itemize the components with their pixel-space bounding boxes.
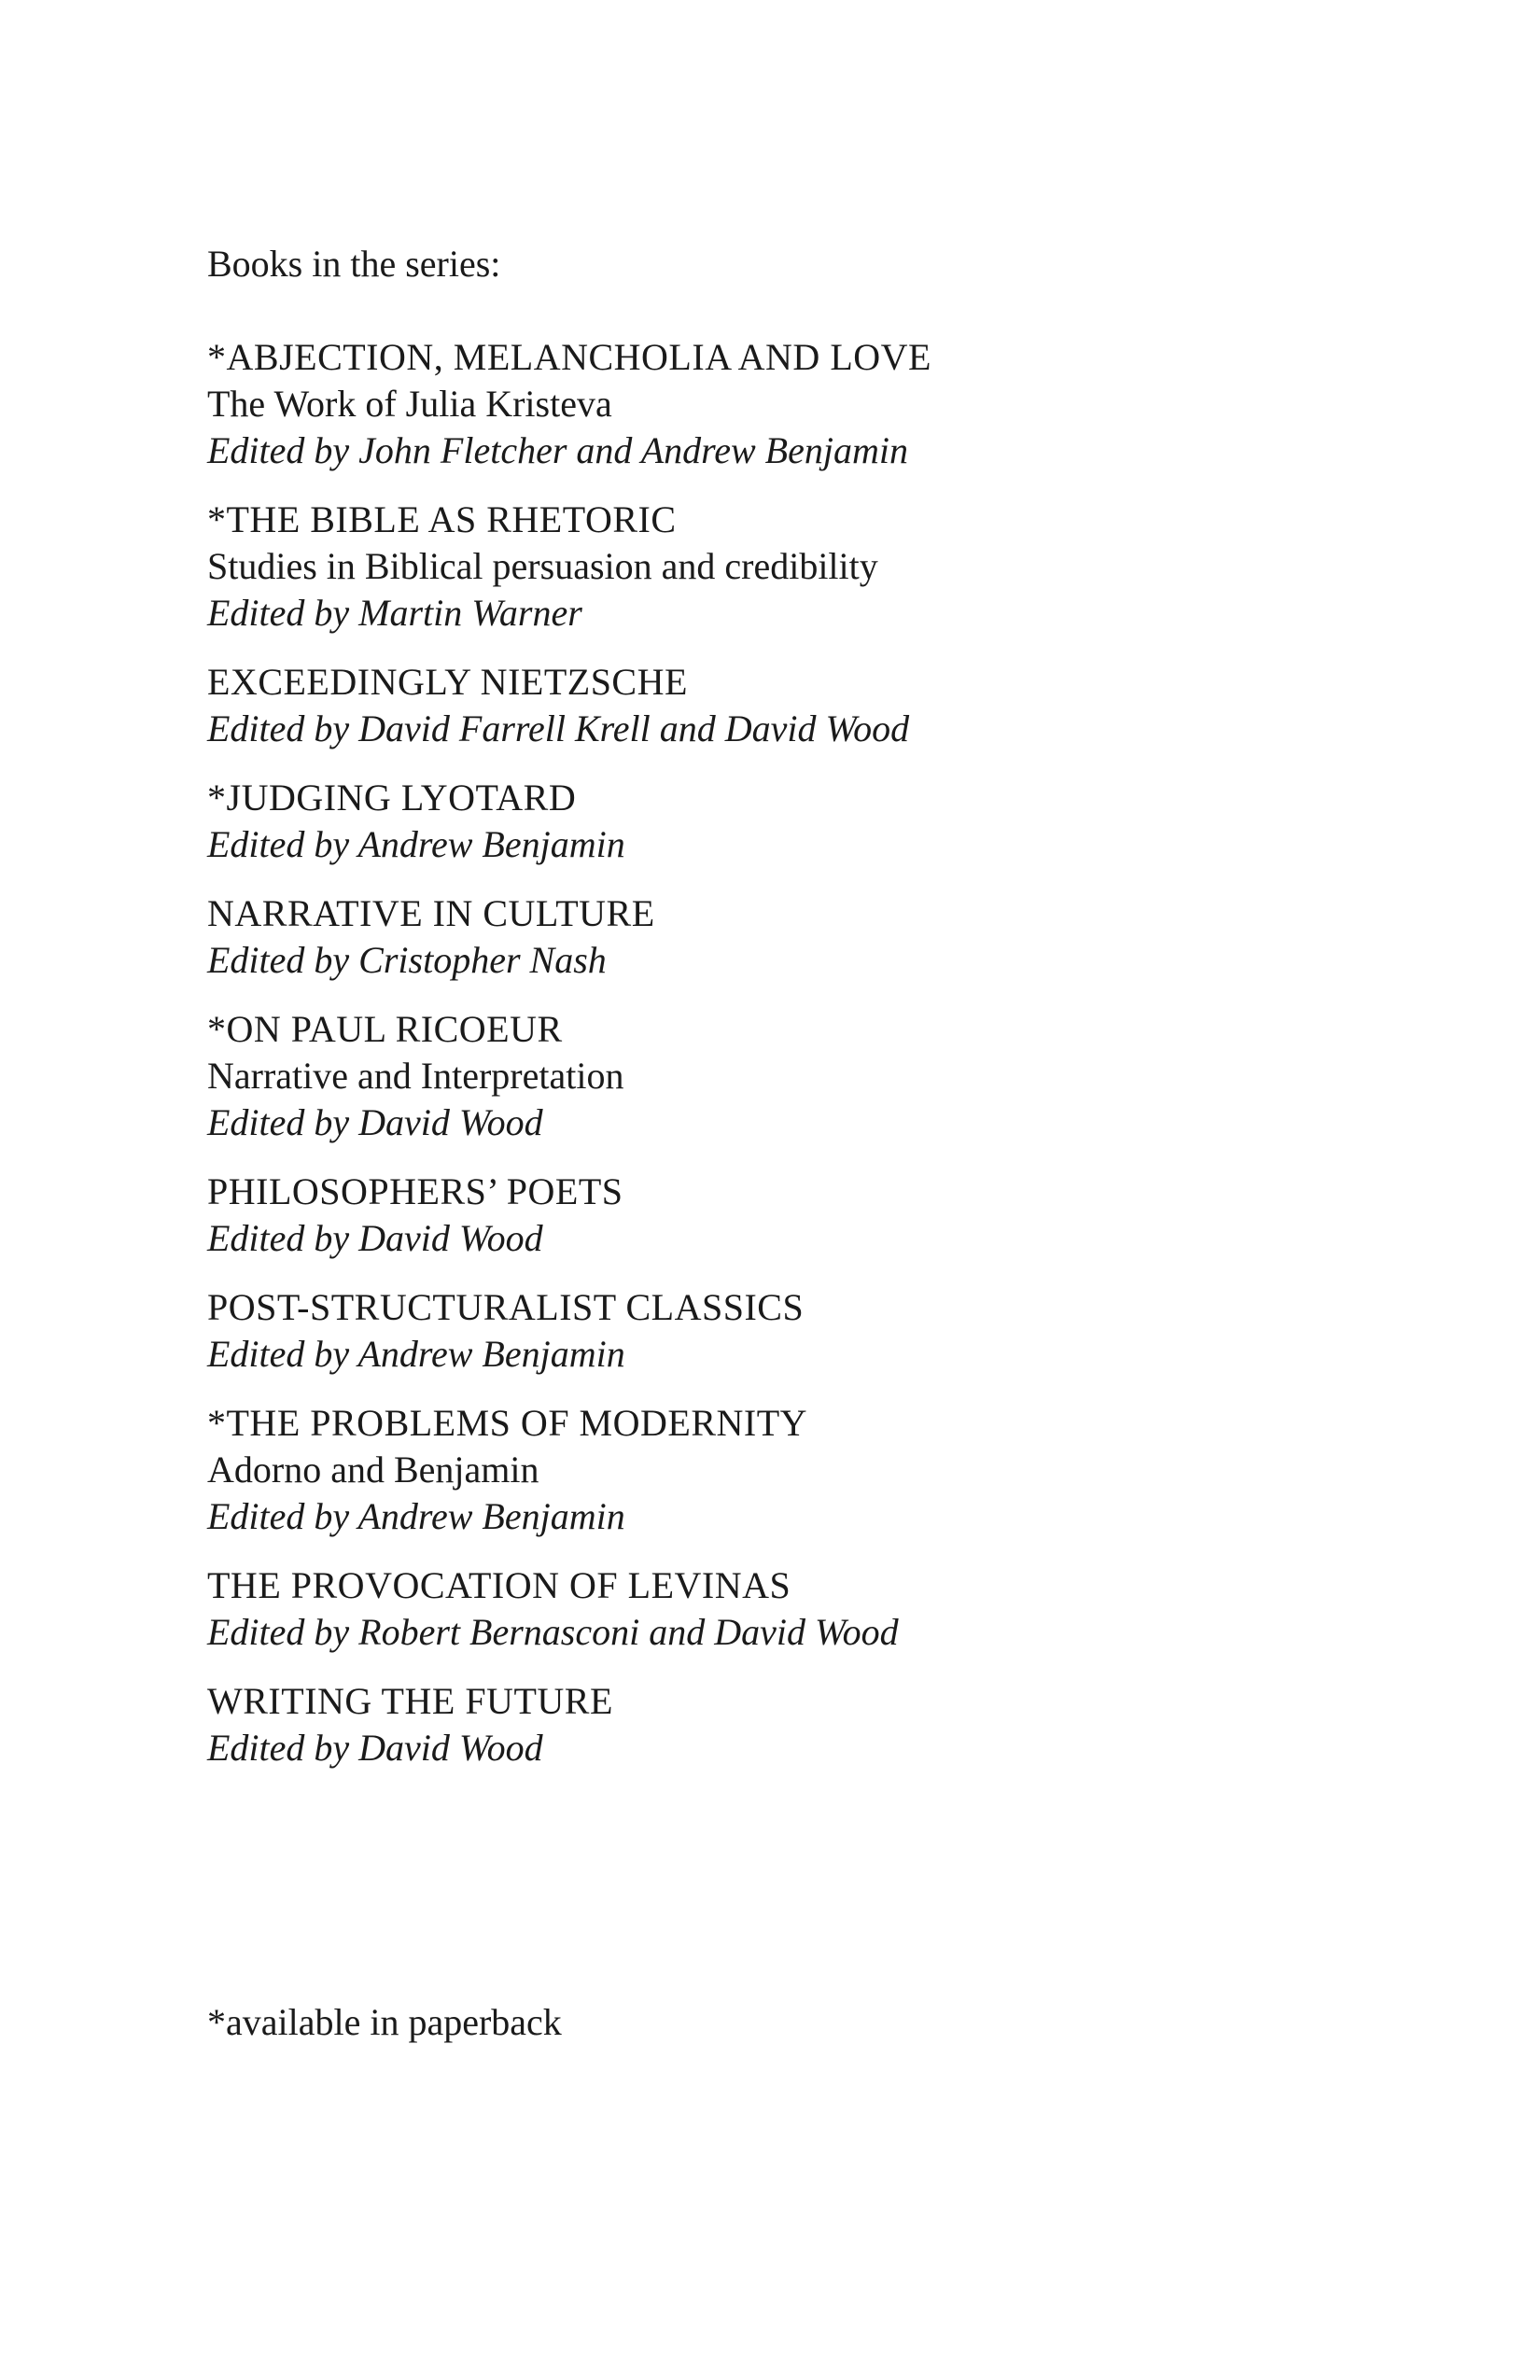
book-editors: Edited by David Farrell Krell and David Wood: [207, 707, 910, 749]
book-entry: [207, 890, 1421, 984]
book-title: *THE PROBLEMS OF MODERNITY: [207, 1402, 808, 1444]
book-title: *ON PAUL RICOEUR: [207, 1008, 563, 1050]
book-title: PHILOSOPHERS’ POETS: [207, 1170, 623, 1212]
book-list: [207, 334, 1421, 1794]
book-editors: Edited by Cristopher Nash: [207, 939, 607, 981]
book-entry: [207, 497, 1421, 637]
book-entry: [207, 1284, 1421, 1378]
book-title: EXCEEDINGLY NIETZSCHE: [207, 661, 688, 703]
book-editors: Edited by Martin Warner: [207, 592, 582, 634]
paperback-footnote: *available in paperback: [207, 2001, 562, 2043]
book-editors: Edited by David Wood: [207, 1727, 543, 1769]
book-title: THE PROVOCATION OF LEVINAS: [207, 1564, 791, 1606]
book-entry: [207, 334, 1421, 474]
book-editors: Edited by John Fletcher and Andrew Benjamin: [207, 429, 908, 471]
book-entry: [207, 775, 1421, 868]
book-title: *ABJECTION, MELANCHOLIA AND LOVE: [207, 336, 931, 378]
book-subtitle: Studies in Biblical persuasion and credibility: [207, 545, 878, 587]
book-title: *THE BIBLE AS RHETORIC: [207, 498, 677, 540]
book-title: *JUDGING LYOTARD: [207, 777, 577, 819]
book-editors: Edited by Robert Bernasconi and David Wood: [207, 1611, 899, 1653]
book-subtitle: Adorno and Benjamin: [207, 1449, 539, 1491]
book-entry: [207, 1678, 1421, 1771]
book-editors: Edited by David Wood: [207, 1217, 543, 1259]
book-entry: [207, 1169, 1421, 1262]
book-entry: [207, 1006, 1421, 1146]
book-title: NARRATIVE IN CULTURE: [207, 892, 655, 934]
book-editors: Edited by Andrew Benjamin: [207, 1495, 625, 1537]
book-entry: [207, 1400, 1421, 1540]
book-title: WRITING THE FUTURE: [207, 1680, 613, 1722]
book-subtitle: Narrative and Interpretation: [207, 1055, 624, 1097]
book-editors: Edited by David Wood: [207, 1101, 543, 1143]
book-entry: [207, 659, 1421, 752]
book-editors: Edited by Andrew Benjamin: [207, 823, 625, 865]
book-entry: [207, 1562, 1421, 1656]
book-subtitle: The Work of Julia Kristeva: [207, 383, 612, 425]
book-editors: Edited by Andrew Benjamin: [207, 1333, 625, 1375]
series-intro: Books in the series:: [207, 243, 501, 285]
book-title: POST-STRUCTURALIST CLASSICS: [207, 1286, 805, 1328]
